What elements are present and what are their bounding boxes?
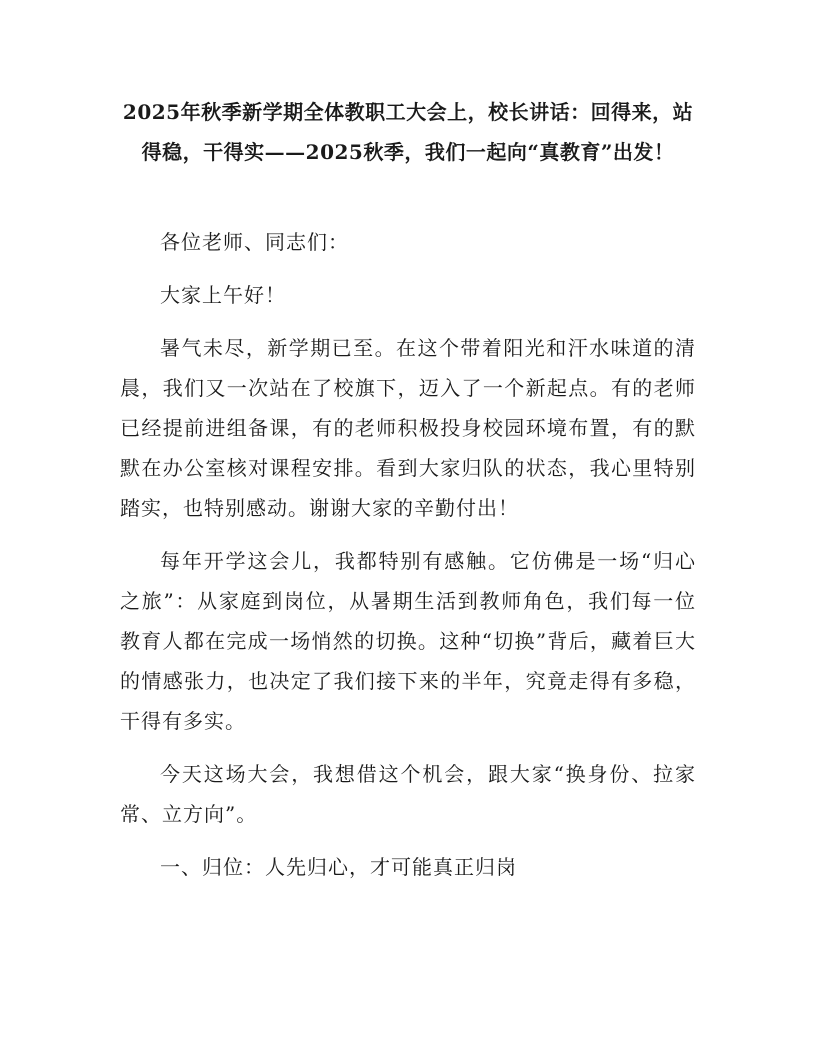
paragraph-opening: 暑气未尽，新学期已至。在这个带着阳光和汗水味道的清晨，我们又一次站在了校旗下，迈入了一个新起点。有的老师已经提前进组备课，有的老师积极投身校园环境布置，有的默默在办公室核对课程安排。看到大家归队的状态，我心里特别踏实，也特别感动。谢谢大家的辛勤付出！ — [120, 336, 696, 520]
document-title: 2025年秋季新学期全体教职工大会上，校长讲话：回得来，站得稳，干得实——2025秋季，我们一起向“真教育”出发！ — [122, 100, 694, 164]
salutation: 各位老师、同志们： — [160, 230, 349, 254]
paragraph-reflection: 每年开学这会儿，我都特别有感触。它仿佛是一场“归心之旅”：从家庭到岗位，从暑期生活到教师角色，我们每一位教育人都在完成一场悄然的切换。这种“切换”背后，藏着巨大的情感张力，也决定了我们接下来的半年，究竟走得有多稳，干得有多实。 — [120, 549, 696, 733]
section-heading-1: 一、归位：人先归心，才可能真正归岗 — [160, 855, 517, 879]
greeting: 大家上午好！ — [160, 283, 286, 307]
document-body — [120, 222, 696, 900]
paragraph-purpose: 今天这场大会，我想借这个机会，跟大家“换身份、拉家常、立方向”。 — [120, 762, 696, 826]
